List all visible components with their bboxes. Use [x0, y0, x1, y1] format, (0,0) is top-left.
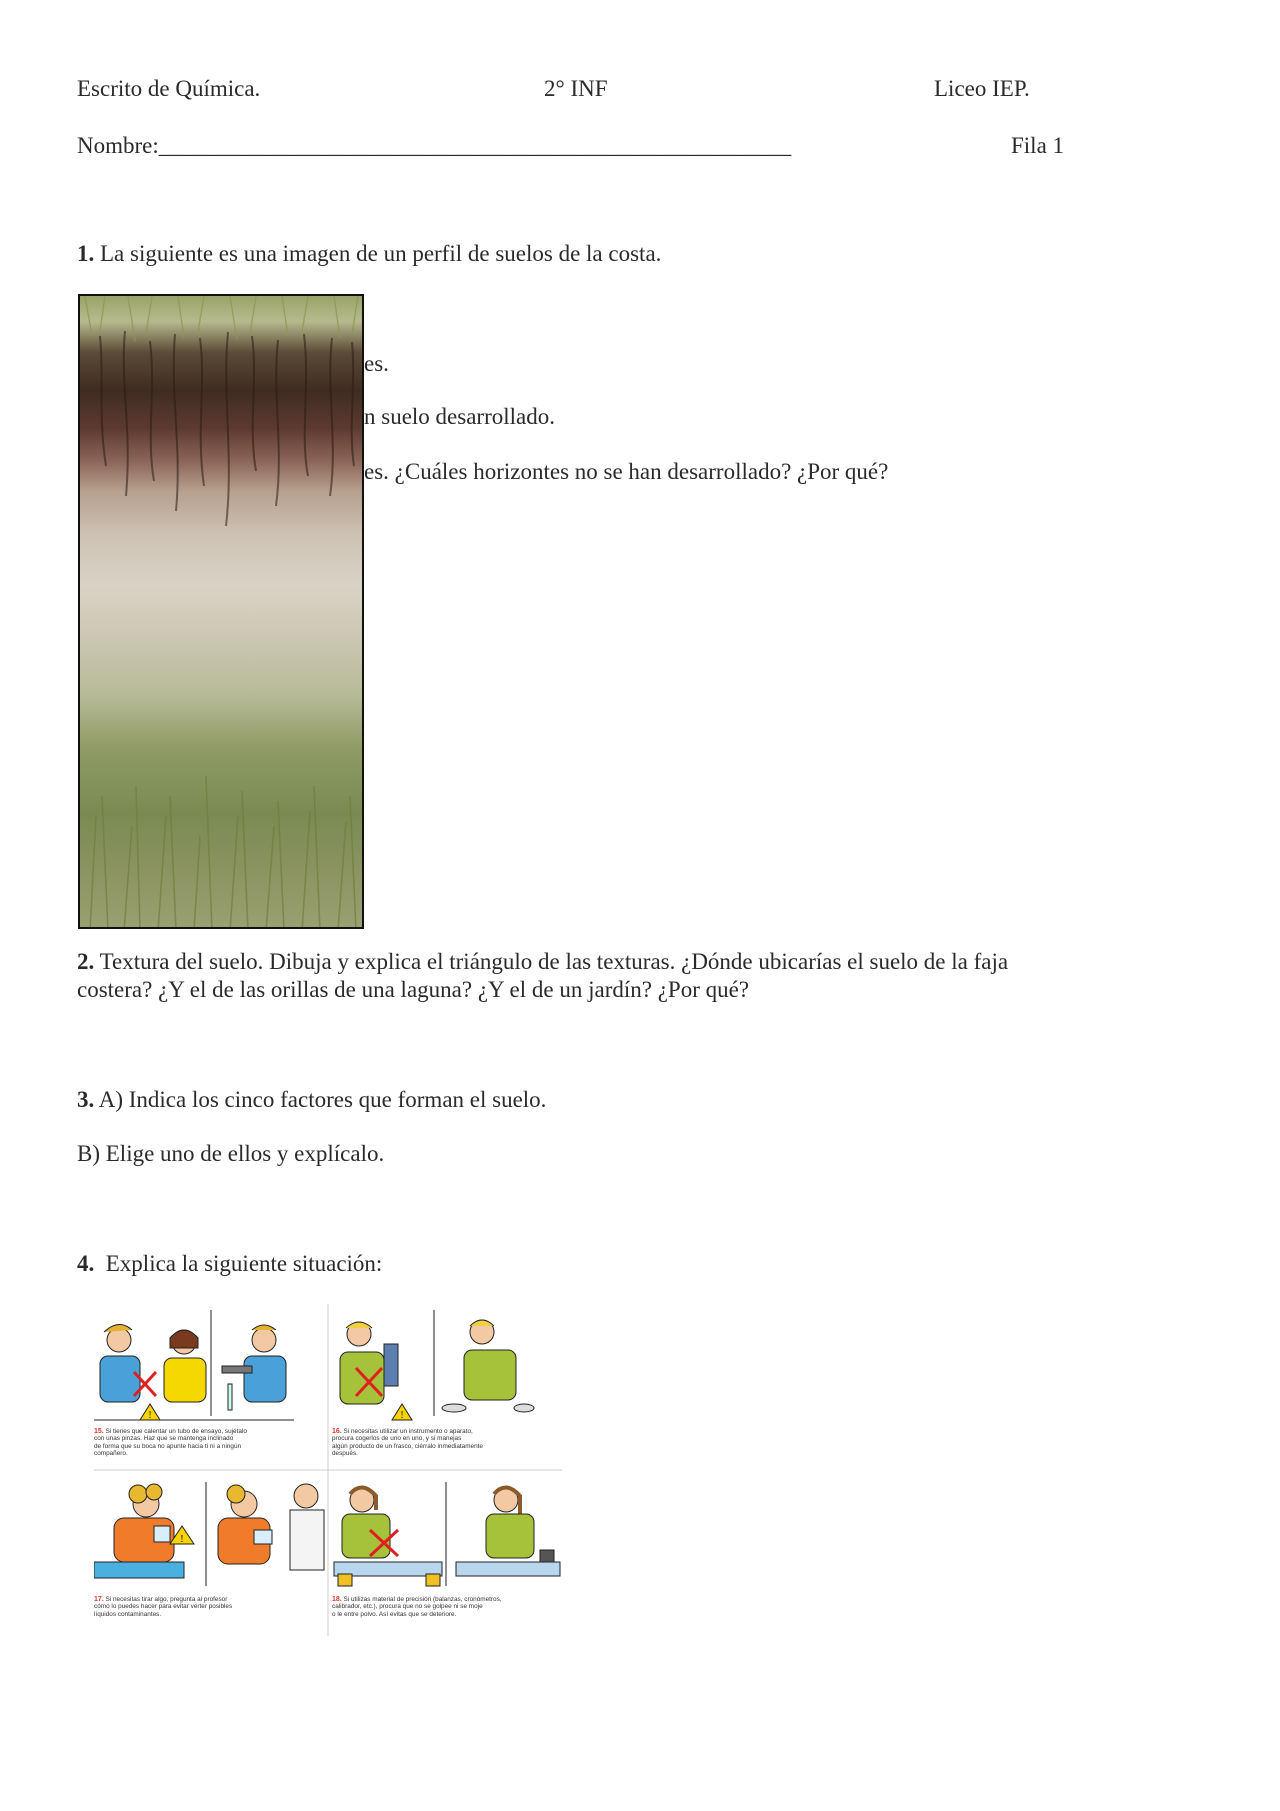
question-number: 1. [77, 241, 95, 266]
safety-caption: 17. Si necesitas tirar algo, pregunta al profesor cómo lo puedes hacer para evitar verter posibles líquidos contaminantes. [94, 1596, 233, 1618]
question-4 [77, 1251, 382, 1277]
question-number: 2. [77, 949, 95, 974]
question-2-continuation: costera? ¿Y el de las orillas de una laguna? ¿Y el de un jardín? ¿Por qué? [77, 977, 750, 1002]
school-name: Liceo IEP. [934, 76, 1030, 101]
student-name-line[interactable]: Nombre:_______________________________________________________ [77, 133, 792, 158]
safety-caption: 18. Si utilizas material de precisión (balanzas, cronómetros, calibrador, etc.), procura que no se golpee ni se moje o le entre polvo. Así evitas que se deteriore. [332, 1596, 502, 1618]
question-text: Explica la siguiente situación: [105, 1251, 383, 1276]
caption-number: 15. [94, 1428, 104, 1435]
caption-number: 18. [332, 1596, 342, 1603]
class-group: 2° INF [544, 76, 608, 101]
question-3-part-b: B) Elige uno de ellos y explícalo. [77, 1141, 385, 1166]
safety-caption: 16. Si necesitas utilizar un instrumento o aparato, procura cogerlos de uno en uno, y si manejas algún producto de un frasco, ciérralo inmediatamente después. [332, 1428, 483, 1458]
svg-text:!: ! [148, 1410, 152, 1421]
question-1-line-a: es. [364, 351, 389, 376]
exam-subject: Escrito de Química. [77, 76, 261, 101]
caption-number: 17. [94, 1596, 104, 1603]
question-text: Textura del suelo. Dibuja y explica el triángulo de las texturas. ¿Dónde ubicarías el suelo de la faja [99, 949, 1009, 974]
caption-number: 16. [332, 1428, 342, 1435]
question-number: 3. [77, 1087, 95, 1112]
question-text: La siguiente es una imagen de un perfil de suelos de la costa. [100, 241, 662, 266]
safety-panels-drawing [94, 1304, 562, 1636]
question-text: A) Indica los cinco factores que forman el suelo. [98, 1087, 547, 1112]
row-label: Fila 1 [1011, 133, 1065, 158]
svg-text:!: ! [400, 1410, 404, 1421]
lab-safety-illustration [94, 1304, 562, 1636]
question-1-line-c: es. ¿Cuáles horizontes no se han desarrollado? ¿Por qué? [364, 459, 889, 484]
question-2 [77, 949, 1008, 975]
question-3 [77, 1087, 546, 1113]
question-1 [77, 241, 661, 267]
soil-profile-photo [78, 294, 364, 929]
safety-caption: 15. Si tienes que calentar un tubo de ensayo, sujétalo con unas pinzas. Haz que se mantenga inclinado de forma que su boca no apunte hacia ti ni a ningún compañero. [94, 1428, 247, 1458]
question-number: 4. [77, 1251, 95, 1276]
question-1-line-b: n suelo desarrollado. [364, 404, 555, 429]
svg-text:!: ! [180, 1533, 184, 1545]
soil-profile-illustration [80, 296, 364, 929]
